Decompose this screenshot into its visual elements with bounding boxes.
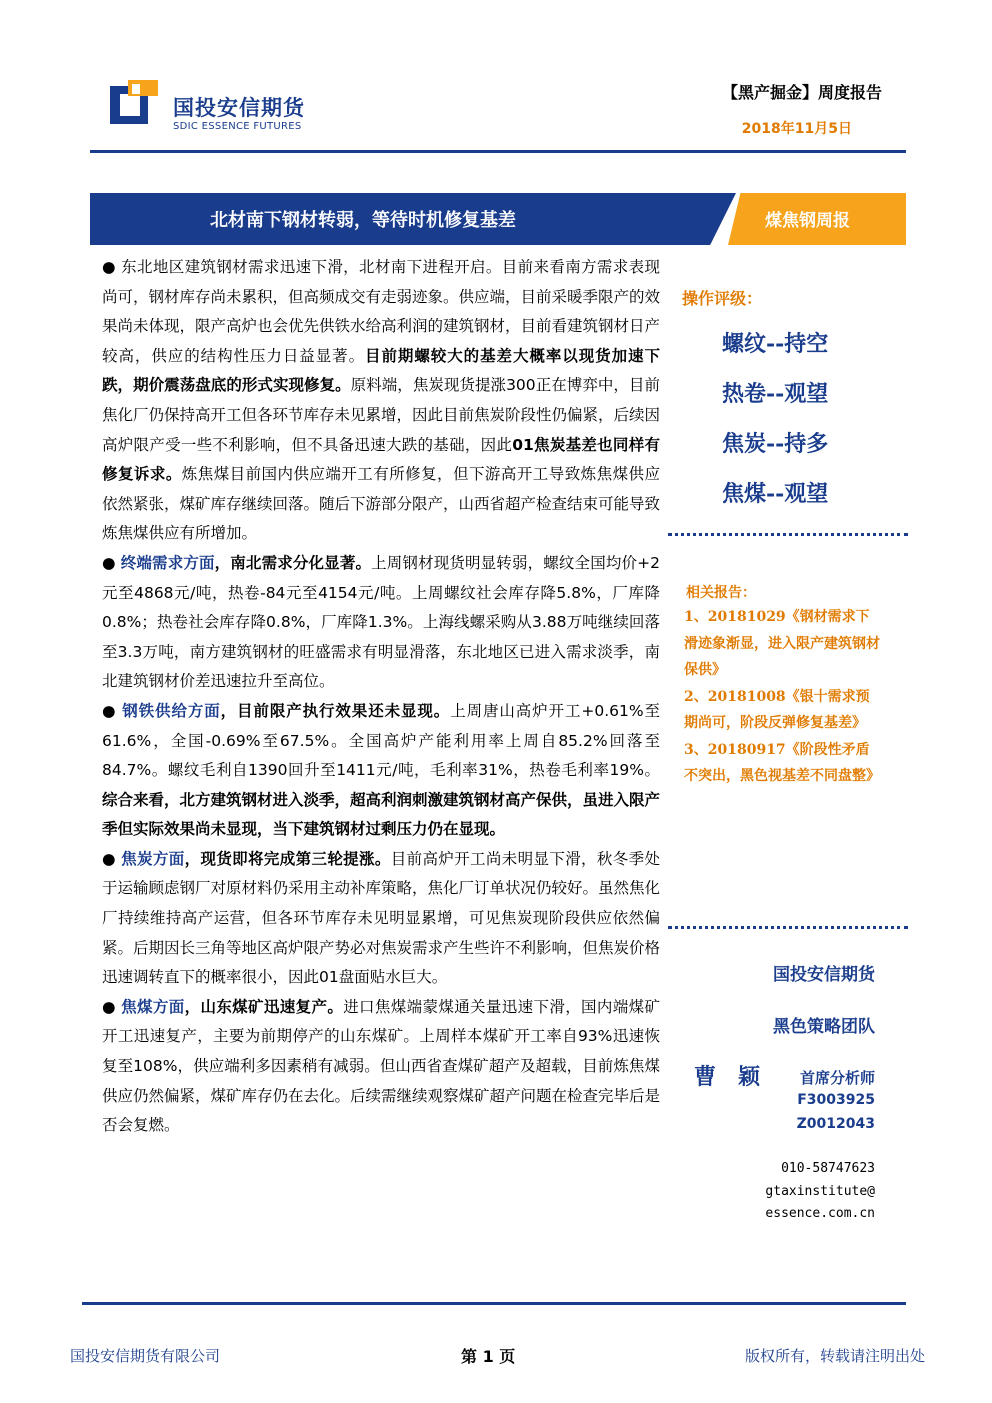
section-heading: 钢铁供给方面 — [122, 701, 221, 720]
report-type: 【黑产掘金】周度报告 — [721, 83, 882, 102]
report-body — [102, 253, 660, 1141]
bullet: ● — [102, 553, 121, 572]
rating-label: 操作评级： — [682, 289, 763, 308]
bullet: ● — [102, 849, 122, 868]
key-point: 01焦炭基差也同样有修复诉求。 — [102, 435, 660, 484]
bullet: ● — [102, 701, 123, 720]
related-reports-label: 相关报告： — [686, 585, 756, 601]
paragraph-coke — [102, 845, 660, 993]
analyst-name: 曹颖 — [694, 1065, 783, 1090]
footer-company: 国投安信期货有限公司 — [70, 1347, 221, 1365]
rating-coking-coal: 焦煤--观望 — [722, 481, 829, 507]
key-point: 目前期螺较大的基差大概率以现货加速下跌，期价震荡盘底的形式实现修复。 — [102, 346, 660, 395]
related-report-item[interactable]: 2、20181008《银十需求预期尚可，阶段反弹修复基差》 — [684, 688, 870, 731]
paragraph-coking-coal — [102, 993, 660, 1141]
contact-email-line2[interactable]: essence.com.cn — [765, 1206, 875, 1221]
bullet: ● — [102, 258, 122, 276]
related-report-item[interactable]: 1、20181029《钢材需求下滑迹象渐显，进入限产建筑钢材保供》 — [684, 609, 880, 678]
section-heading: 焦煤方面 — [121, 997, 185, 1016]
key-point: ，目前限产执行效果还未显现。 — [220, 701, 451, 720]
key-point: ，南北需求分化显著。 — [214, 553, 372, 572]
contact-email-line1[interactable]: gtaxinstitute@ — [765, 1184, 875, 1199]
key-point: 综合来看，北方建筑钢材进入淡季，超高利润刺激建筑钢材高产保供，虽进入限产季但实际效果尚未显现，当下建筑钢材过剩压力仍在显现。 — [102, 790, 661, 839]
key-point: ，现货即将完成第三轮提涨。 — [184, 849, 391, 868]
text: 炼焦煤目前国内供应端开工有所修复，但下游高开工导致炼焦煤供应依然紧张，煤矿库存继续回落。随后下游部分限产，山西省超产检查结束可能导致炼焦煤供应有所增加。 — [102, 465, 661, 543]
company-logo-text: 国投安信期货 — [173, 96, 305, 120]
rating-coke: 焦炭--持多 — [722, 431, 829, 457]
bullet: ● — [102, 997, 122, 1016]
text: 上周钢材现货明显转弱，螺纹全国均价+2元至4868元/吨，热卷-84元至4154元/吨。上周螺纹社会库存降5.8%，厂库降0.8%；热卷社会库存降0.8%，厂库降1.3%。上海线螺采购从3.88万吨继续回落至3.3万吨，南方建筑钢材的旺盛需求有明显滑落，东北地区已进入需求淡季，南北建筑钢材价差迅速拉升至高位。 — [102, 553, 660, 691]
company-name: 国投安信期货 — [773, 965, 875, 985]
company-logo-icon — [110, 80, 158, 128]
header-divider — [90, 150, 906, 153]
related-reports-list — [684, 604, 880, 790]
text: 东北地区建筑钢材需求迅速下滑，北材南下进程开启。目前来看南方需求表现尚可，钢材库存尚未累积，但高频成交有走弱迹象。供应端，目前采暖季限产的效果尚未体现，限产高炉也会优先供铁水给高利润的建筑钢材，目前看建筑钢材日产较高，供应的结构性压力日益显著。 — [102, 258, 661, 365]
text: 目前高炉开工尚未明显下滑，秋冬季处于运输顾虑钢厂对原材料仍采用主动补库策略，焦化厂订单状况仍较好。虽然焦化厂持续维持高产运营，但各环节库存未见明显累增，可见焦炭现阶段供应依然偏紧。后期因长三角等地区高炉限产势必对焦炭需求产生些许不利影响，但焦炭价格迅速调转直下的概率很小，因此01盘面贴水巨大。 — [102, 849, 661, 987]
contact-phone: 010-58747623 — [781, 1161, 875, 1176]
sidebar-divider — [668, 926, 908, 929]
rating-rebar: 螺纹--持空 — [722, 331, 829, 357]
company-logo-english: SDIC ESSENCE FUTURES — [173, 121, 302, 132]
text: 进口焦煤端蒙煤通关量迅速下滑，国内端煤矿开工迅速复产，主要为前期停产的山东煤矿。上周样本煤矿开工率自93%迅速恢复至108%，供应端利多因素稍有减弱。但山西省查煤矿超产及超载，目前炼焦煤供应仍然偏紧，煤矿库存仍在去化。后续需继续观察煤矿超产问题在检查完毕后是否会复燃。 — [102, 997, 661, 1135]
paragraph-steel-supply — [102, 697, 660, 845]
page-number: 第 1 页 — [461, 1347, 516, 1366]
rating-list — [722, 324, 828, 524]
text: 上周唐山高炉开工+0.61%至61.6%，全国-0.69%至67.5%。全国高炉产能利用率上周自85.2%回落至84.7%。螺纹毛利自1390回升至1411元/吨，毛利率31%，热卷毛利率19%。 — [102, 701, 660, 780]
key-point: ，山东煤矿迅速复产。 — [184, 997, 344, 1016]
report-date: 2018年11月5日 — [741, 121, 852, 137]
sidebar-divider — [668, 533, 908, 536]
category-tag-label: 煤焦钢周报 — [765, 211, 850, 231]
analyst-license-2: Z0012043 — [796, 1116, 875, 1132]
section-heading: 焦炭方面 — [121, 849, 185, 868]
footer-copyright: 版权所有，转载请注明出处 — [744, 1347, 925, 1365]
analyst-license-1: F3003925 — [797, 1092, 875, 1108]
paragraph-overview — [102, 253, 660, 549]
section-heading: 终端需求方面 — [120, 553, 215, 572]
related-report-item[interactable]: 3、20180917《阶段性矛盾不突出，黑色视基差不同盘整》 — [684, 741, 880, 784]
text: 原料端，焦炭现货提涨300正在博弈中，目前焦化厂仍保持高开工但各环节库存未见累增，因此目前焦炭阶段性仍偏紧，后续因高炉限产受一些不利影响，但不具备迅速大跌的基础，因此 — [102, 376, 661, 454]
team-name: 黑色策略团队 — [773, 1017, 875, 1037]
footer-divider — [82, 1302, 906, 1305]
report-title: 北材南下钢材转弱，等待时机修复基差 — [210, 210, 516, 231]
rating-hot-coil: 热卷--观望 — [722, 381, 829, 407]
analyst-title: 首席分析师 — [799, 1069, 875, 1087]
paragraph-demand — [102, 549, 660, 697]
